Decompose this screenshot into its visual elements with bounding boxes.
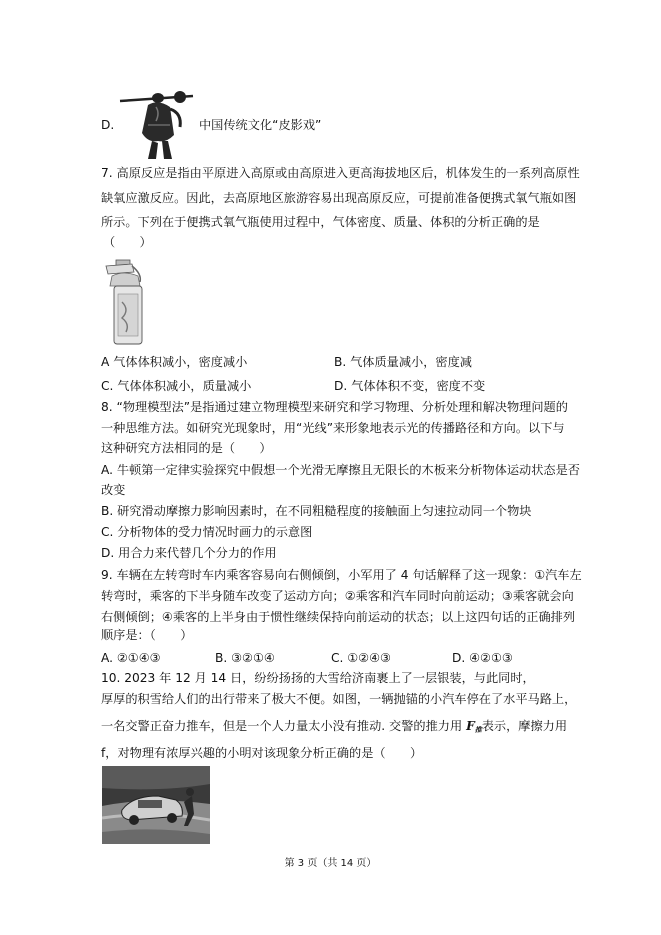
q10-line-3-tail: 表示，摩擦力用 xyxy=(481,719,568,733)
q9-option-c: C. ①②④③ xyxy=(331,651,391,665)
q7-line-3: 所示。下列在于便携式氧气瓶使用过程中，气体密度、质量、体积的分析正确的是 xyxy=(101,215,540,229)
q9-option-d: D. ④②①③ xyxy=(452,651,513,665)
push-force-symbol: F推 xyxy=(466,719,482,734)
q9-line-1: 9. 车辆在左转弯时车内乘客容易向右侧倾倒，小军用了 4 句话解释了这一现象：①汽车左 xyxy=(101,568,582,582)
q9-line-2: 转弯时，乘客的下半身随车改变了运动方向；②乘客和汽车同时向前运动；③乘客就会向 xyxy=(101,589,574,603)
q7-option-b: B. 气体质量减小，密度减 xyxy=(334,355,472,369)
q7-blank: （ ） xyxy=(103,235,152,249)
prev-option-d-label: D. xyxy=(101,118,115,132)
q9-line-3: 右侧倾倒；④乘客的上半身由于惯性继续保持向前运动的状态；以上这四句话的正确排列 xyxy=(101,610,576,624)
snow-car-push-image xyxy=(102,766,210,844)
q7-option-d: D. 气体体积不变，密度不变 xyxy=(334,379,486,393)
q9-option-a: A. ②①④③ xyxy=(101,651,161,665)
q7-line-1: 7. 高原反应是指由平原进入高原或由高原进入更高海拔地区后，机体发生的一系列高原性 xyxy=(101,166,580,180)
q7-option-a: A 气体体积减小，密度减小 xyxy=(101,355,248,369)
q8-line-2: 一种思维方法。如研究光现象时，用“光线”来形象地表示光的传播路径和方向。以下与 xyxy=(101,421,565,435)
q7-line-2: 缺氧应激反应。因此，去高原地区旅游容易出现高原反应，可提前准备便携式氧气瓶如图 xyxy=(101,191,577,205)
q8-option-d: D. 用合力来代替几个分力的作用 xyxy=(101,546,277,560)
prev-option-d-text: 中国传统文化“皮影戏” xyxy=(199,118,322,132)
q9-option-b: B. ③②①④ xyxy=(215,651,275,665)
q8-option-c: C. 分析物体的受力情况时画力的示意图 xyxy=(101,525,313,539)
q7-option-c: C. 气体体积减小，质量减小 xyxy=(101,379,252,393)
page-footer: 第 3 页（共 14 页） xyxy=(284,858,377,869)
oxygen-bottle-image xyxy=(102,258,152,348)
q8-line-3: 这种研究方法相同的是（ ） xyxy=(101,441,272,455)
q8-option-a-line-2: 改变 xyxy=(101,483,126,497)
q8-option-a-line-1: A. 牛顿第一定律实验探究中假想一个光滑无摩擦且无限长的木板来分析物体运动状态是否 xyxy=(101,463,580,477)
q8-line-1: 8. “物理模型法”是指通过建立物理模型来研究和学习物理、分析处理和解决物理问题的 xyxy=(101,400,568,414)
q10-line-2: 厚厚的积雪给人们的出行带来了极大不便。如图，一辆抛锚的小汽车停在了水平马路上， xyxy=(101,692,577,706)
shadow-puppet-image xyxy=(118,85,198,163)
q9-line-4: 顺序是：（ ） xyxy=(101,628,193,642)
push-force-subscript: 推 xyxy=(474,725,482,734)
q8-option-b: B. 研究滑动摩擦力影响因素时，在不同粗糙程度的接触面上匀速拉动同一个物块 xyxy=(101,504,532,518)
q10-line-3 xyxy=(101,717,567,739)
q10-line-4: f，对物理有浓厚兴趣的小明对该现象分析正确的是（ ） xyxy=(101,746,423,760)
q10-line-1: 10. 2023 年 12 月 14 日，纷纷扬扬的大雪给济南裹上了一层银装，与此同时， xyxy=(101,671,535,685)
q10-line-3-text: 一名交警正奋力推车，但是一个人力量太小没有推动. 交警的推力用 xyxy=(101,719,463,733)
